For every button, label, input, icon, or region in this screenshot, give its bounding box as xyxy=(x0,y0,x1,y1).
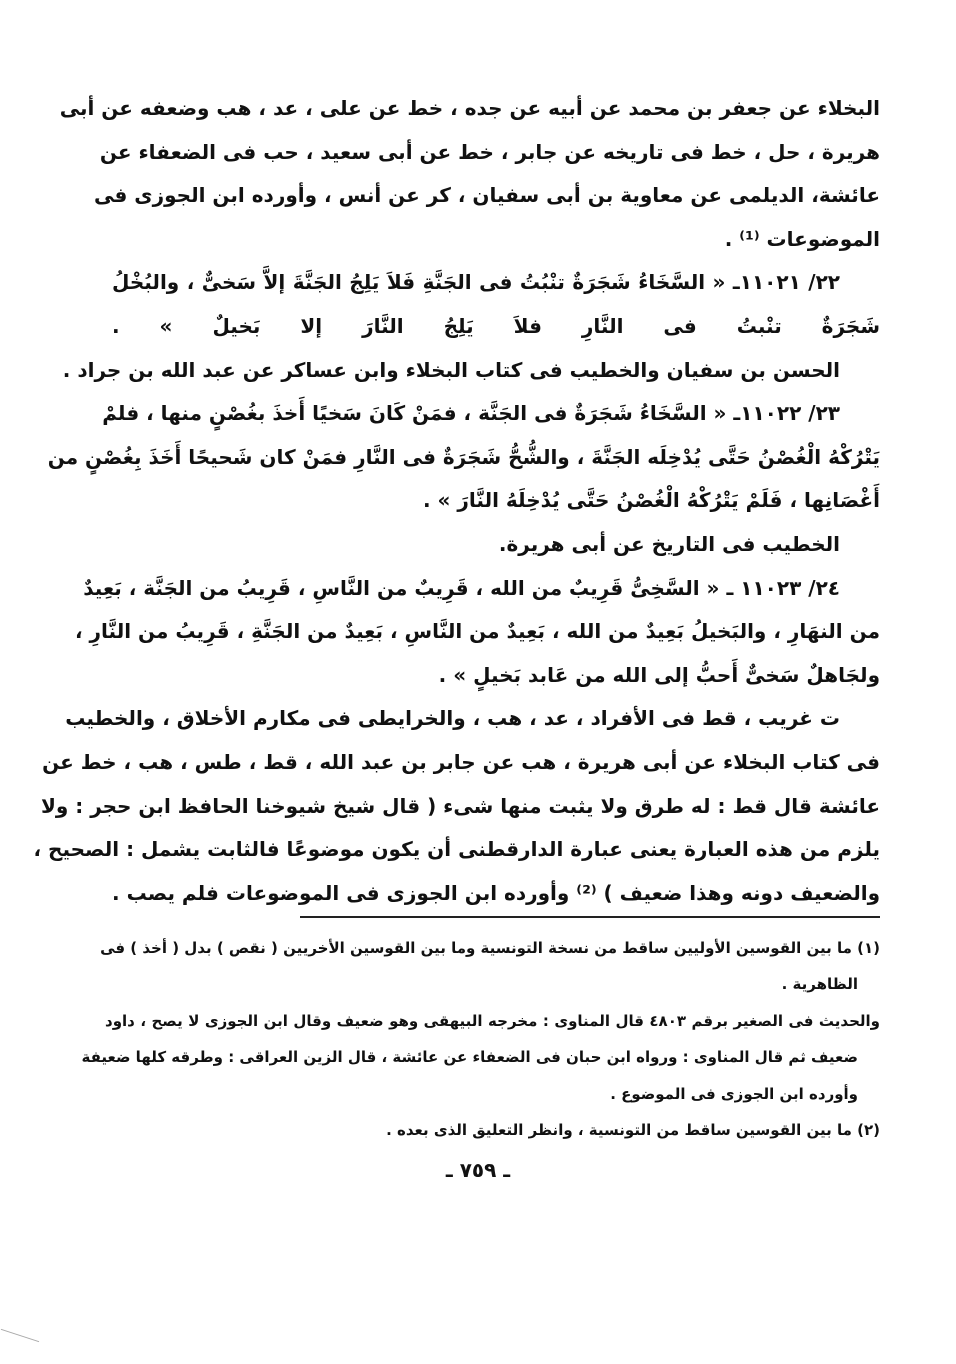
scan-artifact xyxy=(1,1329,39,1342)
text-line: ٢٣/ ١١٠٢٢ـ « السَّخَاءُ شَجَرَةٌ فى الجَنَّة ، فمَنْ كَانَ سَخيًا أَخذَ بغُصْنٍ منها ، فلمْ xyxy=(102,401,840,426)
text-line: الحسن بن سفيان والخطيب فى كتاب البخلاء وابن عساكر عن عبد الله بن جراد . xyxy=(62,357,840,382)
footnote-line: والحديث فى الصغير برقم ٤٨٠٣ قال المناوى : مخرجه البيهقى وهو ضعيف وقال ابن الجوزى لا يصح ، داود xyxy=(105,1011,880,1030)
text-line: شَجَرَةٌ تنْبتُ فى النَّارِ فلاَ يَلِجُ النَّارَ إلا بَخيلٌ » . xyxy=(112,314,880,338)
text-line: من النهَارِ ، والبَخيلُ بَعِيدٌ من الله ، بَعِيدٌ من النَّاسِ ، بَعِيدٌ من الجَنَّةِ ، قَرِيبُ من النَّارِ ، xyxy=(74,619,880,644)
text-line: والضعيف دونه وهذا ضعيف ) ⁽²⁾ وأورده ابن الجوزى فى الموضوعات فلم يصب . xyxy=(112,880,880,905)
footnote-line: (٢) ما بين القوسين ساقط من التونسية ، وانظر التعليق الذى بعده . xyxy=(386,1121,880,1139)
footnote-line: وأورده ابن الجوزى فى الموضوع . xyxy=(610,1084,858,1103)
text-line: عائشة قال قط : له طرق ولا يثبت منها شىء ( قال شيخ شيوخنا الحافظ ابن حجر : ولا xyxy=(40,793,880,818)
footnote-divider xyxy=(300,916,880,918)
footnote-line: ضعيف ثم قال المناوى : ورواه ابن حبان فى الضعفاء عن عائشة ، قال الزين العراقى : وطرقه كلها ضعيفة xyxy=(81,1048,858,1067)
page-number: ـ ٧٥٩ ـ xyxy=(445,1158,511,1182)
footnote-line: (١) ما بين القوسين الأوليين ساقط من نسخة التونسية وما بين القوسين الأخريين ( نقص ) بدل ( أخذ ) فى xyxy=(100,939,880,957)
text-line: ٢٢/ ١١٠٢١ـ « السَّخَاءُ شَجَرَةٌ تنْبُتُ فى الجَنَّةِ فَلاَ يَلِجُ الجَنَّةَ إلاَّ سَخىٌّ ، والبُخْلُ xyxy=(112,270,840,295)
text-line: ولجَاهلٌ سَخىٌّ أَحبُّ إلى الله من عَابد بَخيلٍ » . xyxy=(438,662,880,687)
text-line: هريرة ، حل ، خط فى تاريخه عن جابر ، خط عن أبى سعيد ، حب فى الضعفاء عن xyxy=(99,139,880,164)
text-line: يلزم من هذه العبارة يعنى عبارة الدارقطنى أن يكون موضوعًا فالثابت يشمل : الصحيح ، xyxy=(33,837,880,862)
footnote-line: الظاهرية . xyxy=(781,975,858,994)
text-line: عائشة، الديلمى عن معاوية بن أبى سفيان ، كر عن أنس ، وأورده ابن الجوزى فى xyxy=(94,183,880,208)
text-line: ٢٤/ ١١٠٢٣ ـ « السَّخِىُّ قَرِيبٌ من الله ، قَرِيبٌ من النَّاسِ ، قَرِيبُ من الجَنَّة ، بَعِيدٌ xyxy=(83,575,840,600)
text-line: البخلاء عن جعفر بن محمد عن أبيه عن جده ، خط عن على ، عد ، هب وضعفه عن أبى xyxy=(59,96,880,120)
text-line: فى كتاب البخلاء عن أبى هريرة ، هب عن جابر بن عبد الله ، قط ، طس ، هب ، خط عن xyxy=(42,750,880,774)
text-line: الموضوعات ⁽¹⁾ . xyxy=(724,226,880,251)
text-line: يَتْرُكْهُ الْغُصْنُ حَتَّى يُدْخِلَه الجَنَّةَ ، والشُّحُّ شَجَرَةٌ فى النَّارِ فمَنْ كان شَحيحًا أَخَذَ بِغُصْنٍ من xyxy=(47,444,880,469)
text-line: أَغْصَانِها ، فَلَمْ يَتْرُكْهُ الْغُصْنُ حَتَّى يُدْخِلَهُ النَّارَ » . xyxy=(422,488,880,513)
text-line: ت غريب ، قط فى الأفراد ، عد ، هب ، والخرايطى فى مكارم الأخلاق ، والخطيب xyxy=(65,706,840,731)
text-line: الخطيب فى التاريخ عن أبى هريرة. xyxy=(498,532,840,556)
